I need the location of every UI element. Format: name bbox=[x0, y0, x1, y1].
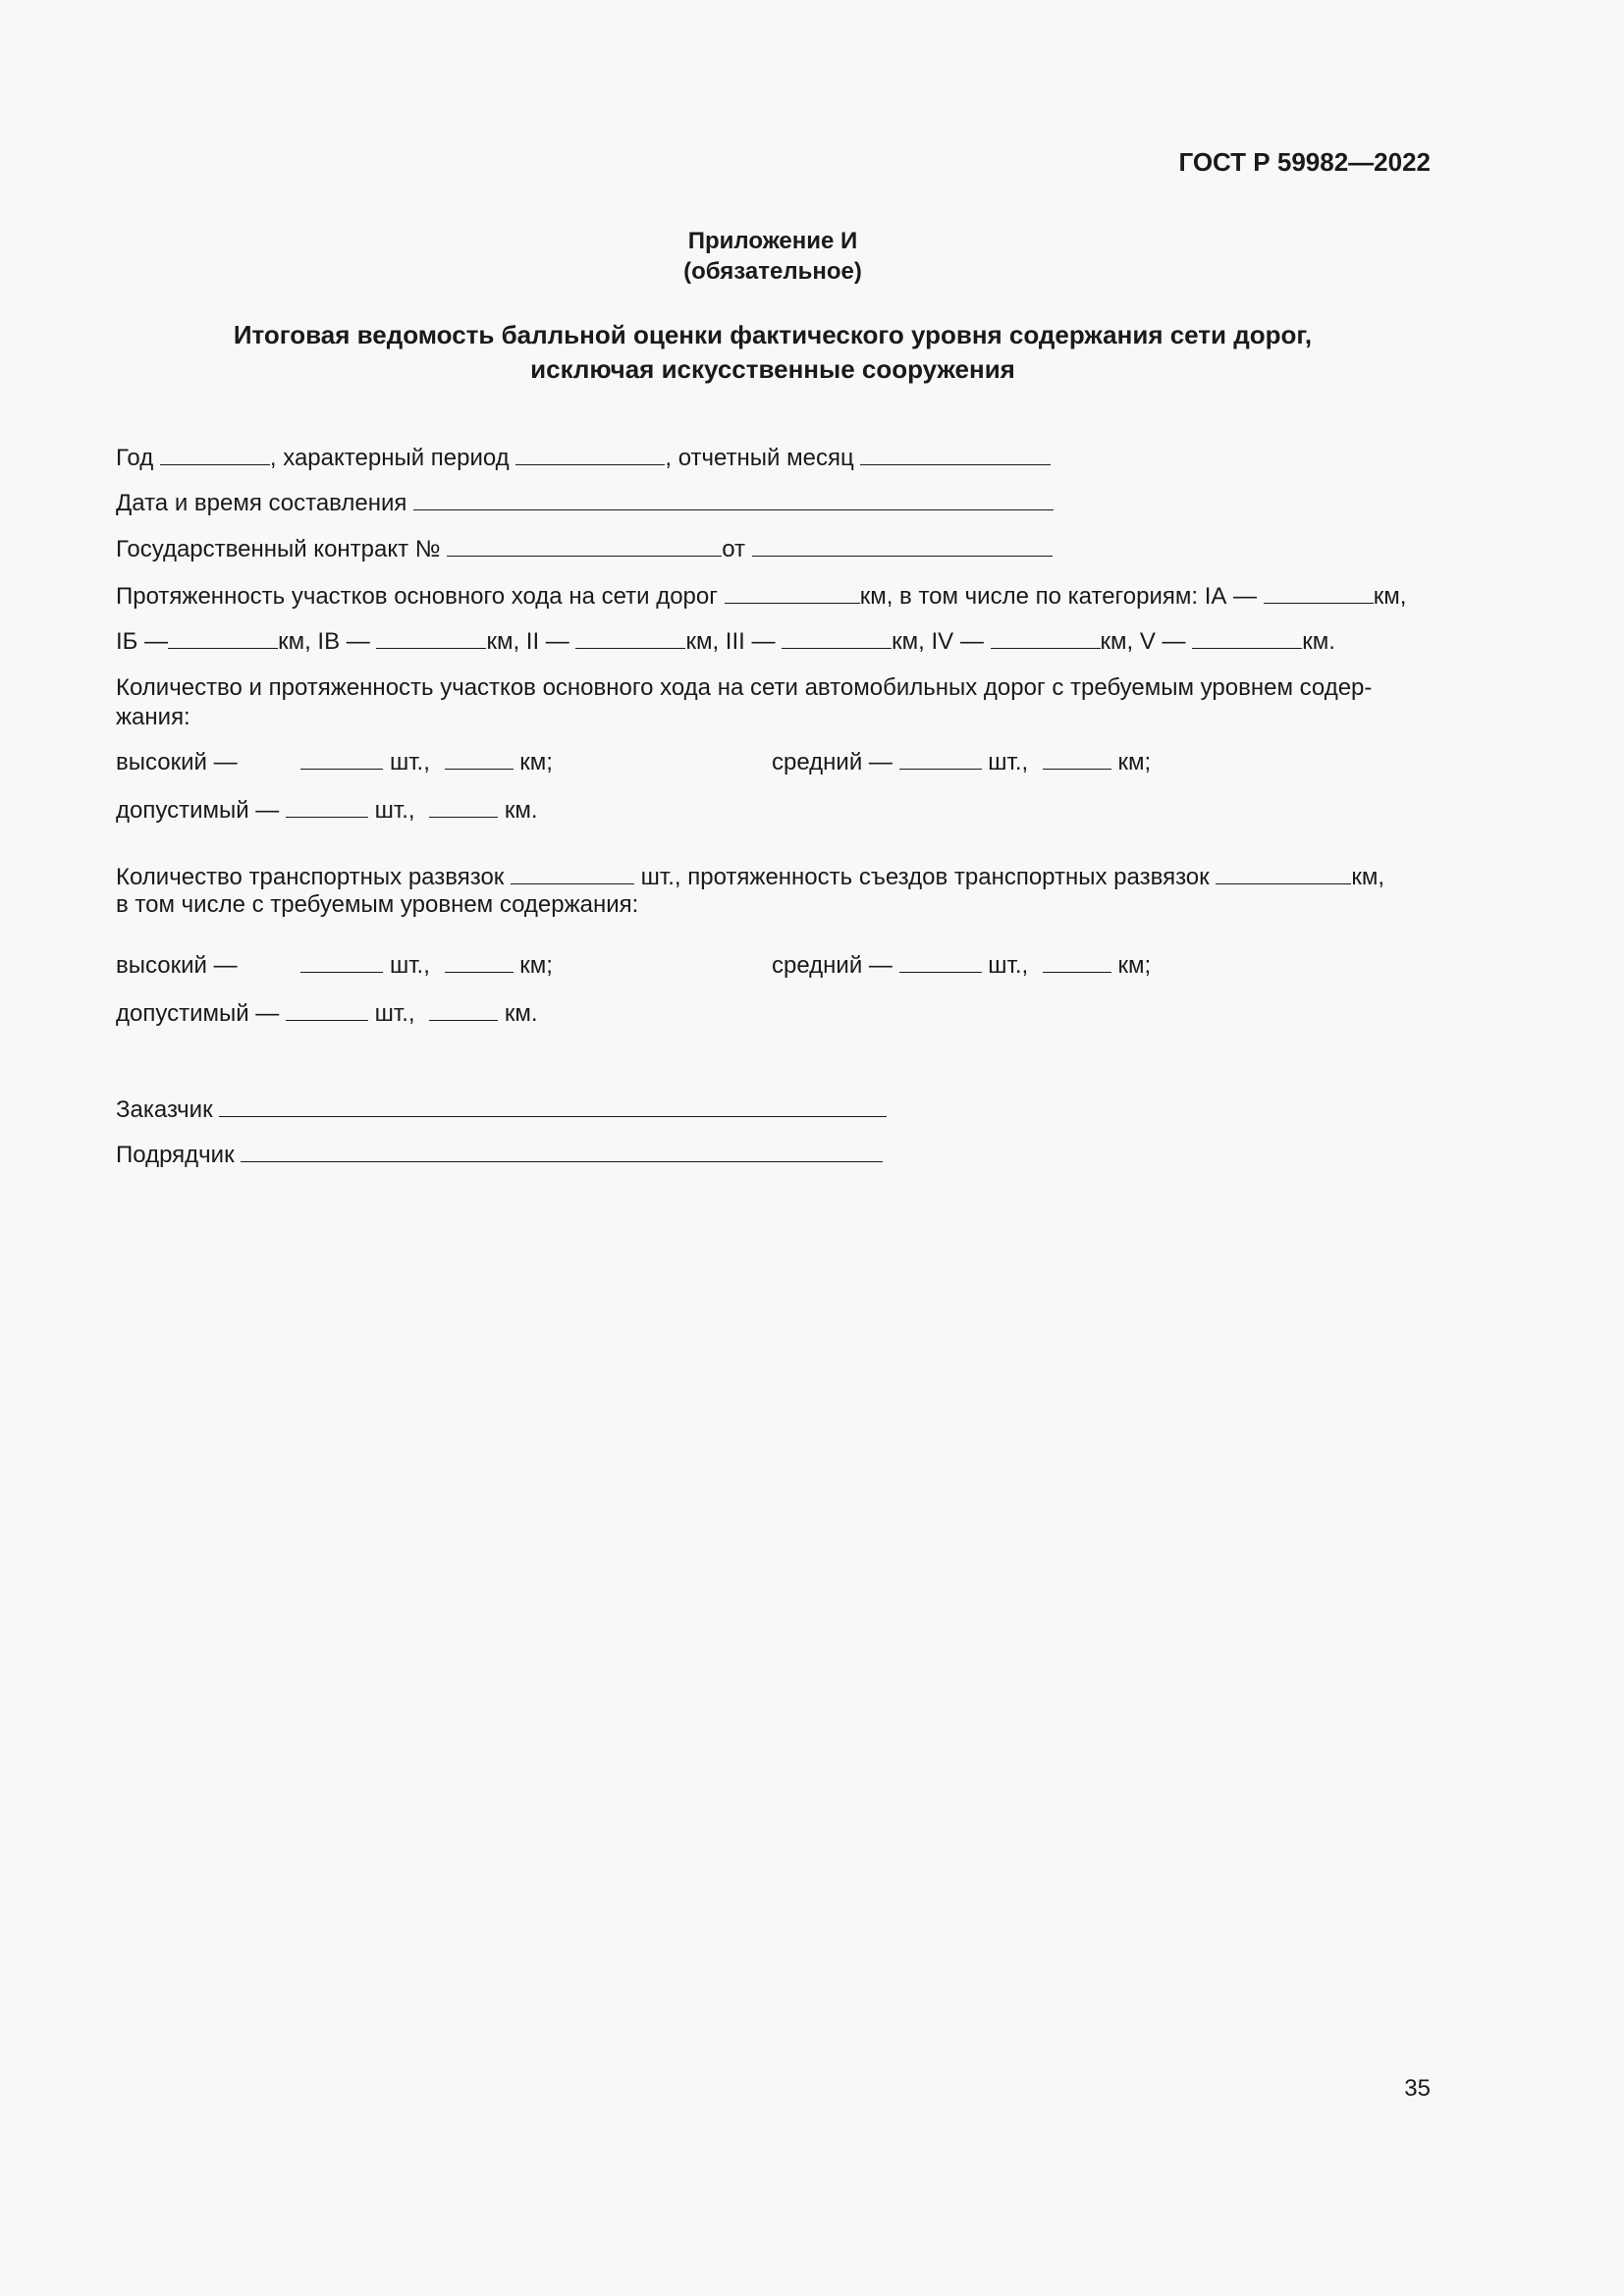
interchanges-medium-km-blank[interactable] bbox=[1043, 950, 1111, 973]
interchanges-acceptable-row bbox=[116, 998, 538, 1029]
category-2-blank[interactable] bbox=[575, 626, 685, 649]
page-number: 35 bbox=[1404, 2075, 1431, 2102]
period-label: , характерный период bbox=[269, 445, 510, 471]
length-blank[interactable] bbox=[725, 581, 860, 604]
category-5-label: км, V — bbox=[1100, 628, 1186, 655]
interchanges-acceptable-pcs: шт., bbox=[374, 1000, 415, 1027]
interchanges-label: Количество транспортных развязок bbox=[116, 864, 505, 890]
category-1a-blank[interactable] bbox=[1264, 581, 1374, 604]
category-5-km: км. bbox=[1302, 628, 1335, 655]
month-label: , отчетный месяц bbox=[665, 445, 854, 471]
interchanges-high-pcs: шт., bbox=[389, 952, 430, 979]
sections-high-pcs: шт., bbox=[389, 749, 430, 775]
customer-label: Заказчик bbox=[116, 1096, 213, 1123]
interchanges-acceptable-count-blank[interactable] bbox=[286, 998, 368, 1021]
interchanges-medium-count-blank[interactable] bbox=[899, 950, 982, 973]
annex-title: Приложение И bbox=[687, 228, 858, 254]
interchanges-count-blank[interactable] bbox=[511, 862, 634, 884]
sections-high-km-blank[interactable] bbox=[445, 747, 514, 770]
interchanges-acceptable-km: км. bbox=[504, 1000, 538, 1027]
sections-medium-row bbox=[772, 747, 1151, 777]
category-1b-blank[interactable] bbox=[168, 626, 278, 649]
date-blank[interactable] bbox=[413, 488, 1054, 510]
sections-high-label: высокий — bbox=[116, 749, 238, 775]
sections-high-row bbox=[116, 747, 553, 777]
interchanges-high-label: высокий — bbox=[116, 952, 238, 979]
customer-signature-blank[interactable] bbox=[219, 1095, 887, 1117]
sections-acceptable-count-blank[interactable] bbox=[286, 795, 368, 818]
length-categories-label: км, в том числе по категориям: IА — bbox=[859, 583, 1258, 610]
contractor-signature-blank[interactable] bbox=[241, 1140, 883, 1162]
category-3-label: км, III — bbox=[685, 628, 776, 655]
length-row bbox=[116, 581, 1406, 612]
sections-medium-count-blank[interactable] bbox=[899, 747, 982, 770]
category-2-label: км, II — bbox=[486, 628, 569, 655]
interchanges-medium-km: км; bbox=[1117, 952, 1152, 979]
interchanges-acceptable-label: допустимый — bbox=[116, 1000, 280, 1027]
contract-row bbox=[116, 534, 1053, 564]
month-blank[interactable] bbox=[860, 443, 1051, 465]
category-1b-label: IБ — bbox=[116, 628, 169, 655]
interchanges-medium-pcs: шт., bbox=[988, 952, 1029, 979]
sections-acceptable-label: допустимый — bbox=[116, 797, 280, 824]
count-paragraph: Количество и протяженность участков основного хода на сети автомобильных дорог с требуемым уровнем содер-жания: bbox=[116, 674, 1373, 730]
contractor-signature-row bbox=[116, 1140, 883, 1170]
interchanges-high-count-blank[interactable] bbox=[300, 950, 383, 973]
sections-acceptable-pcs: шт., bbox=[374, 797, 415, 824]
length-label: Протяженность участков основного хода на сети дорог bbox=[116, 583, 719, 610]
annex-heading bbox=[0, 226, 1545, 287]
categories-row bbox=[116, 626, 1335, 657]
contract-date-blank[interactable] bbox=[752, 534, 1053, 557]
interchanges-length-blank[interactable] bbox=[1216, 862, 1351, 884]
date-label: Дата и время составления bbox=[116, 490, 407, 516]
category-4-blank[interactable] bbox=[991, 626, 1101, 649]
interchanges-row bbox=[116, 862, 1384, 892]
contract-from-label: от bbox=[722, 536, 746, 562]
sections-acceptable-km-blank[interactable] bbox=[429, 795, 498, 818]
year-blank[interactable] bbox=[160, 443, 270, 465]
sections-medium-label: средний — bbox=[772, 749, 893, 775]
interchanges-line-2: в том числе с требуемым уровнем содержания: bbox=[116, 891, 639, 918]
contractor-label: Подрядчик bbox=[116, 1142, 235, 1168]
interchanges-high-row bbox=[116, 950, 553, 981]
interchanges-high-km: км; bbox=[519, 952, 553, 979]
sections-medium-km: км; bbox=[1117, 749, 1152, 775]
document-title bbox=[0, 318, 1545, 387]
sections-acceptable-row bbox=[116, 795, 538, 826]
interchanges-medium-row bbox=[772, 950, 1151, 981]
sections-acceptable-km: км. bbox=[504, 797, 538, 824]
interchanges-km: км, bbox=[1351, 864, 1384, 890]
annex-status: (обязательное) bbox=[683, 258, 862, 285]
year-label: Год bbox=[116, 445, 154, 471]
sections-medium-km-blank[interactable] bbox=[1043, 747, 1111, 770]
interchanges-length-label: шт., протяженность съездов транспортных развязок bbox=[640, 864, 1210, 890]
document-title-line-2: исключая искусственные сооружения bbox=[530, 354, 1015, 384]
customer-signature-row bbox=[116, 1095, 887, 1125]
interchanges-high-km-blank[interactable] bbox=[445, 950, 514, 973]
date-row bbox=[116, 488, 1054, 518]
contract-number-blank[interactable] bbox=[447, 534, 722, 557]
category-4-label: км, IV — bbox=[892, 628, 984, 655]
interchanges-acceptable-km-blank[interactable] bbox=[429, 998, 498, 1021]
category-1v-blank[interactable] bbox=[376, 626, 486, 649]
year-period-row bbox=[116, 443, 1051, 473]
interchanges-medium-label: средний — bbox=[772, 952, 893, 979]
document-title-line-1: Итоговая ведомость балльной оценки фактического уровня содержания сети дорог, bbox=[233, 320, 1313, 349]
period-blank[interactable] bbox=[515, 443, 665, 465]
contract-label: Государственный контракт № bbox=[116, 536, 441, 562]
category-1a-km: км, bbox=[1373, 583, 1407, 610]
sections-high-count-blank[interactable] bbox=[300, 747, 383, 770]
sections-medium-pcs: шт., bbox=[988, 749, 1029, 775]
standard-designation: ГОСТ Р 59982—2022 bbox=[1178, 147, 1431, 177]
sections-high-km: км; bbox=[519, 749, 553, 775]
category-5-blank[interactable] bbox=[1192, 626, 1302, 649]
category-3-blank[interactable] bbox=[782, 626, 892, 649]
category-1v-label: км, IВ — bbox=[278, 628, 370, 655]
